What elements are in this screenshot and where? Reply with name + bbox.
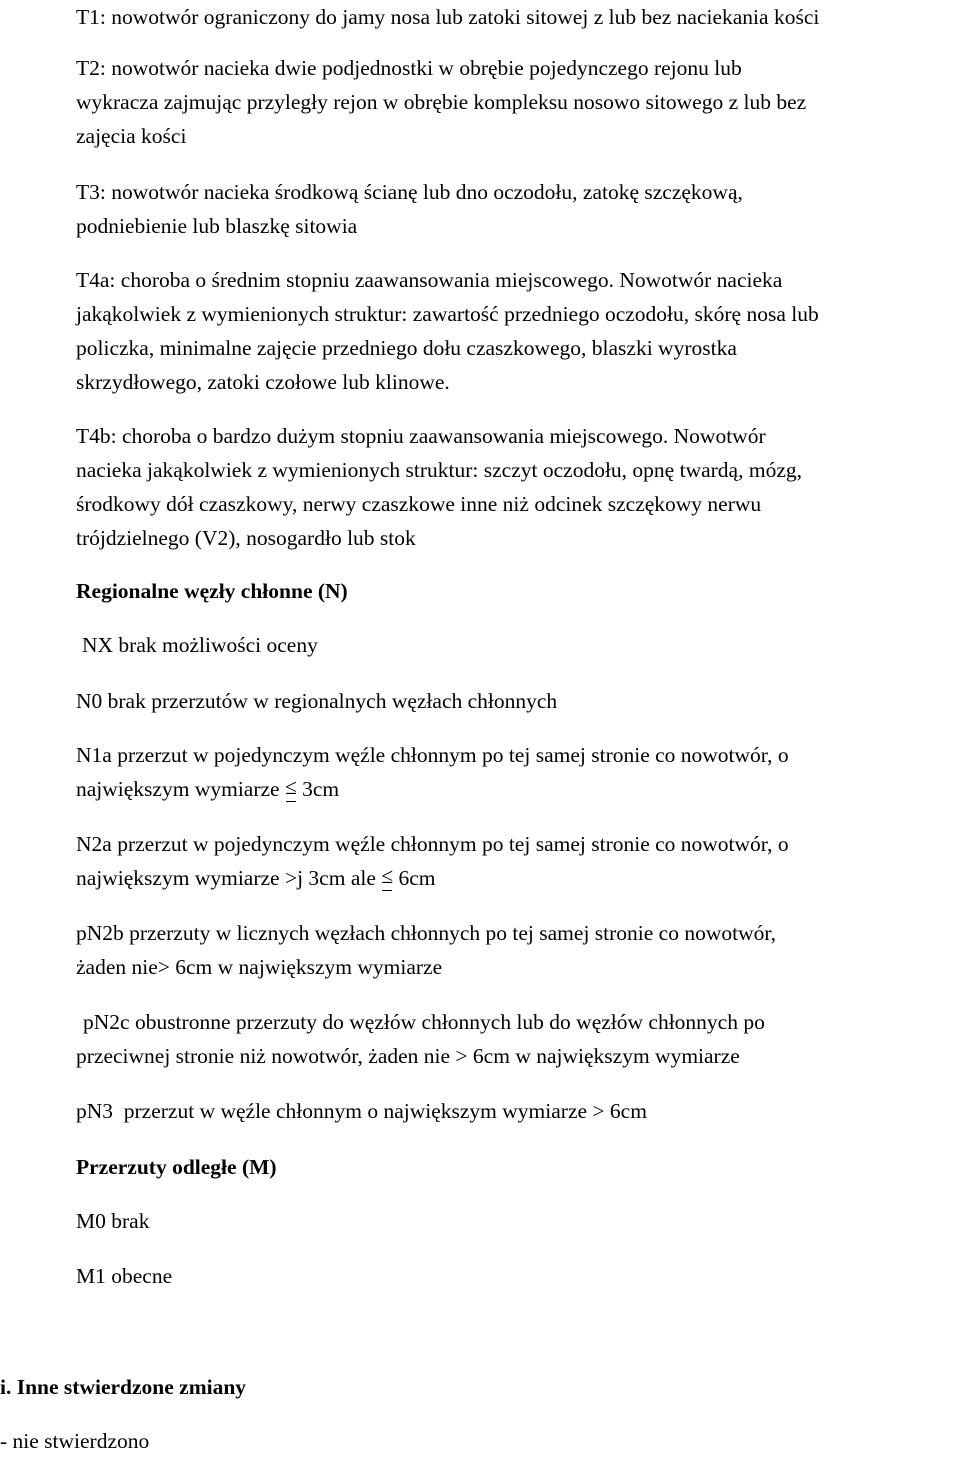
- regional-pn2c-line: pN2c obustronne przerzuty do węzłów chłonnych lub do węzłów chłonnych po: [83, 1010, 765, 1034]
- distant-m1-line: M1 obecne: [76, 1264, 173, 1288]
- regional-n2a: [76, 827, 946, 895]
- tumor-t2: [76, 51, 946, 153]
- distant-m0-line: M0 brak: [76, 1209, 150, 1233]
- less-or-equal-symbol: ≤: [285, 772, 297, 806]
- regional-n2a-line: [76, 861, 946, 895]
- tumor-t4a: [76, 263, 946, 399]
- tumor-t4b-line: trójdzielnego (V2), nosogardło lub stok: [76, 526, 416, 550]
- less-or-equal-symbol: ≤: [381, 861, 393, 895]
- regional-nx-line: NX brak możliwości oceny: [82, 633, 318, 657]
- regional-n1a: [76, 738, 946, 806]
- tumor-t4a-line: T4a: choroba o średnim stopniu zaawansowania miejscowego. Nowotwór nacieka: [76, 268, 783, 292]
- tumor-t1-line: T1: nowotwór ograniczony do jamy nosa lub zatoki sitowej z lub bez naciekania kości: [76, 5, 820, 29]
- regional-n1a-suffix: 3cm: [296, 777, 340, 801]
- distant-m0: [76, 1204, 946, 1238]
- regional-pn2c-line: przeciwnej stronie niż nowotwór, żaden nie > 6cm w największym wymiarze: [76, 1044, 740, 1068]
- distant-m1: [76, 1259, 946, 1293]
- tumor-t2-line: T2: nowotwór nacieka dwie podjednostki w obrębie pojedynczego rejonu lub: [76, 56, 742, 80]
- regional-n1a-line: N1a przerzut w pojedynczym węźle chłonnym po tej samej stronie co nowotwór, o: [76, 743, 789, 767]
- tumor-t4a-line: policzka, minimalne zajęcie przedniego dołu czaszkowego, blaszki wyrostka: [76, 336, 737, 360]
- regional-pn3-line: pN3 przerzut w węźle chłonnym o największym wymiarze > 6cm: [76, 1099, 647, 1123]
- distant-metastases-heading: Przerzuty odległe (M): [76, 1155, 277, 1179]
- regional-pn2b-line: żaden nie> 6cm w największym wymiarze: [76, 955, 443, 979]
- tumor-t4b-line: nacieka jakąkolwiek z wymienionych struktur: szczyt oczodołu, opnę twardą, mózg,: [76, 458, 802, 482]
- tumor-t2-line: zajęcia kości: [76, 124, 187, 148]
- regional-n2a-line: N2a przerzut w pojedynczym węźle chłonnym po tej samej stronie co nowotwór, o: [76, 832, 789, 856]
- tumor-t4a-line: jakąkolwiek z wymienionych struktur: zawartość przedniego oczodołu, skórę nosa lub: [76, 302, 819, 326]
- regional-pn2b-line: pN2b przerzuty w licznych węzłach chłonnych po tej samej stronie co nowotwór,: [76, 921, 777, 945]
- regional-nodes-heading: Regionalne węzły chłonne (N): [76, 579, 348, 603]
- regional-n0: [76, 684, 946, 718]
- other-findings-heading: i. Inne stwierdzone zmiany: [0, 1375, 247, 1399]
- regional-n2a-suffix: 6cm: [393, 866, 436, 890]
- regional-pn3: [76, 1094, 946, 1128]
- tumor-t4b-line: środkowy dół czaszkowy, nerwy czaszkowe inne niż odcinek szczękowy nerwu: [76, 492, 762, 516]
- tumor-t1: [76, 0, 946, 34]
- tumor-t3-line: podniebienie lub blaszkę sitowia: [76, 214, 358, 238]
- regional-pn2c: [76, 1005, 946, 1073]
- tumor-t4a-line: skrzydłowego, zatoki czołowe lub klinowe.: [76, 370, 450, 394]
- regional-n0-line: N0 brak przerzutów w regionalnych węzłach chłonnych: [76, 689, 558, 713]
- regional-pn2b: [76, 916, 946, 984]
- regional-n1a-prefix: największym wymiarze: [76, 777, 285, 801]
- tumor-t4b: [76, 419, 946, 555]
- regional-n2a-prefix: największym wymiarze >j 3cm ale: [76, 866, 382, 890]
- regional-n1a-line: [76, 772, 946, 806]
- tumor-t2-line: wykracza zajmując przyległy rejon w obrębie kompleksu nosowo sitowego z lub bez: [76, 90, 807, 114]
- tumor-t4b-line: T4b: choroba o bardzo dużym stopniu zaawansowania miejscowego. Nowotwór: [76, 424, 766, 448]
- other-findings-value: [0, 1424, 870, 1458]
- other-findings-value-line: - nie stwierdzono: [0, 1429, 150, 1453]
- tumor-t3: [76, 175, 946, 243]
- tumor-t3-line: T3: nowotwór nacieka środkową ścianę lub dno oczodołu, zatokę szczękową,: [76, 180, 743, 204]
- regional-nx: [82, 628, 952, 662]
